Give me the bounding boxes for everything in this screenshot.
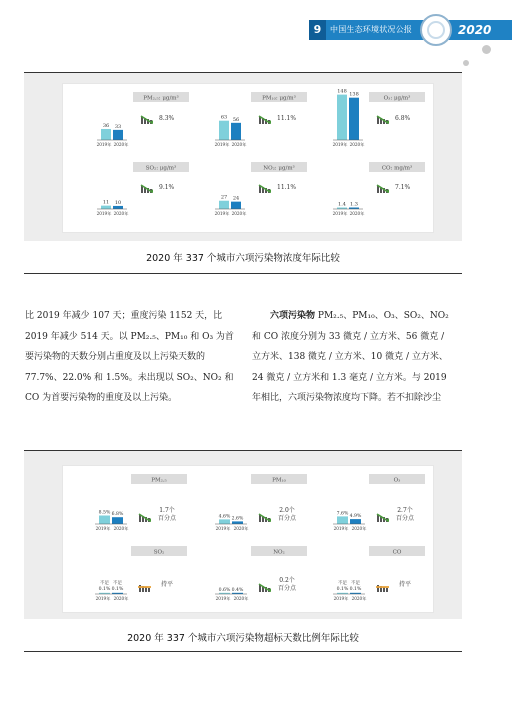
trend-icon-bar <box>259 515 261 522</box>
figure2-caption: 2020 年 337 个城市六项污染物超标天数比例年际比较 <box>127 633 359 644</box>
change-value: 6.8% <box>395 115 411 122</box>
down-trend-icon <box>141 185 153 193</box>
bar <box>219 121 229 140</box>
pollutant-chart <box>215 92 307 148</box>
pollutant-chart <box>333 474 425 532</box>
figure-concentration <box>24 72 462 274</box>
down-trend-icon <box>259 185 271 193</box>
exceedance-charts <box>63 466 433 612</box>
x-tick-label: 2019年 <box>96 211 112 216</box>
text-line: 2019 年减少 514 天。以 PM₂.₅、PM₁₀ 和 O₃ 为首 <box>25 331 234 342</box>
down-trend-icon <box>259 116 271 124</box>
bar <box>113 206 123 209</box>
pollutant-chart <box>97 92 189 148</box>
x-tick-label: 2019年 <box>333 526 349 531</box>
text-line: 要污染物的天数分别占重度及以上污染天数的 <box>25 352 206 362</box>
trend-icon-bar <box>259 117 261 124</box>
bar-value-label: 0.4% <box>231 587 244 593</box>
trend-icon-bar <box>139 585 141 592</box>
x-tick-label: 2019年 <box>332 142 348 147</box>
bar-value-label: 不足 <box>350 580 361 586</box>
x-tick-label: 2019年 <box>214 211 230 216</box>
figure-panel <box>62 83 434 233</box>
x-tick-label: 2020年 <box>113 526 129 531</box>
chart-unit-label: O₃: μg/m³ <box>383 95 411 102</box>
x-tick-label: 2020年 <box>349 142 365 147</box>
down-trend-icon <box>141 116 153 124</box>
x-tick-label: 2020年 <box>113 211 129 216</box>
text-line: 和 CO 浓度分别为 33 微克 / 立方米、56 微克 / <box>252 331 445 342</box>
bar <box>219 201 229 209</box>
bar <box>219 519 230 524</box>
bar-value-label: 24 <box>232 195 240 202</box>
change-value: 持平 <box>161 581 174 588</box>
bar-value-label: 11 <box>102 199 110 206</box>
bar-value-label: 不足 <box>99 580 110 586</box>
pollutant-chart <box>215 162 307 217</box>
chart-unit-label: SO₂: μg/m³ <box>145 165 177 172</box>
change-unit: 百分点 <box>277 585 297 592</box>
trend-icon-bar <box>148 588 150 592</box>
down-trend-icon <box>259 584 271 592</box>
report-year: 2020 <box>458 23 492 37</box>
trend-icon-bar <box>377 585 379 592</box>
bar-value-label: 148 <box>337 88 347 95</box>
trend-icon-bar <box>141 186 143 193</box>
x-tick-label: 2019年 <box>333 596 349 601</box>
bar <box>337 95 347 140</box>
bar-value-label: 36 <box>102 122 110 129</box>
pollutant-chart <box>95 474 187 532</box>
text-line: 立方米、138 微克 / 立方米、10 微克 / 立方米、 <box>252 352 448 362</box>
bar-value-label: 7.6% <box>336 511 349 517</box>
x-tick-label: 2020年 <box>233 596 249 601</box>
change-value: 0.2个 <box>279 577 295 584</box>
figure-panel <box>62 465 434 613</box>
left-paragraph <box>25 306 239 409</box>
bar-value-label: 不足 <box>337 580 348 586</box>
bar-value-label: 0.1% <box>111 586 124 592</box>
change-value: 8.3% <box>159 115 175 122</box>
bar-value-label: 0.1% <box>349 586 362 592</box>
trend-icon-bar <box>259 186 261 193</box>
chart-label: O₃ <box>393 477 401 484</box>
trend-icon-bar <box>141 117 143 124</box>
x-tick-label: 2019年 <box>332 211 348 216</box>
bar <box>349 98 359 140</box>
pollutant-list: PM₂.₅、PM₁₀、O₃、SO₂、NO₂ <box>317 311 449 321</box>
change-unit: 百分点 <box>157 515 177 522</box>
right-paragraph <box>252 306 466 409</box>
change-value: 7.1% <box>395 184 411 191</box>
trend-icon-bar <box>259 585 261 592</box>
change-unit: 百分点 <box>395 515 415 522</box>
down-trend-icon <box>139 514 151 522</box>
decor-dot-icon <box>463 60 469 66</box>
trend-icon-bar <box>386 588 388 592</box>
chart-label: PM₁₀ <box>272 477 286 484</box>
bar-value-label: 1.4 <box>338 201 346 208</box>
x-tick-label: 2019年 <box>214 142 230 147</box>
x-tick-label: 2020年 <box>113 596 129 601</box>
down-trend-icon <box>377 116 389 124</box>
x-tick-label: 2019年 <box>96 142 112 147</box>
x-tick-label: 2020年 <box>349 211 365 216</box>
change-value: 1.7个 <box>159 507 175 514</box>
bar-value-label: 0.1% <box>336 586 349 592</box>
bar-value-label: 4.6% <box>218 514 231 520</box>
pollutant-chart <box>215 546 307 602</box>
bar <box>101 129 111 140</box>
chart-label: NO₂ <box>273 549 285 556</box>
flat-trend-icon <box>138 585 151 592</box>
text-line: 24 微克 / 立方米和 1.3 毫克 / 立方米。与 2019 <box>252 372 447 383</box>
pollutant-chart <box>333 546 425 602</box>
flat-trend-icon <box>376 585 389 592</box>
bar <box>232 521 243 524</box>
change-value: 持平 <box>399 581 412 588</box>
chart-label: CO <box>392 549 402 556</box>
bar-value-label: 10 <box>114 199 122 206</box>
pollutant-chart <box>215 474 307 532</box>
chart-unit-label: NO₂: μg/m³ <box>263 165 295 172</box>
concentration-charts <box>63 84 433 232</box>
bar-value-label: 1.3 <box>350 201 358 208</box>
bar-value-label: 56 <box>232 116 240 123</box>
pollutant-chart <box>95 546 187 602</box>
text-line: 比 2019 年减少 107 天；重度污染 1152 天，比 <box>25 311 223 321</box>
bar-value-label: 8.5% <box>98 510 111 516</box>
page-number: 9 <box>309 20 326 40</box>
chart-label: SO₂ <box>153 549 165 556</box>
x-tick-label: 2019年 <box>95 596 111 601</box>
down-trend-icon <box>377 185 389 193</box>
bar-value-label: 2.6% <box>231 516 244 522</box>
figure1-caption: 2020 年 337 个城市六项污染物浓度年际比较 <box>146 253 340 264</box>
change-value: 2.7个 <box>397 507 413 514</box>
change-value: 9.1% <box>159 184 175 191</box>
bar-value-label: 138 <box>349 91 359 98</box>
x-tick-label: 2020年 <box>231 211 247 216</box>
trend-icon-bar <box>377 515 379 522</box>
decor-dot-icon <box>482 45 491 54</box>
x-tick-label: 2020年 <box>231 142 247 147</box>
bar-value-label: 33 <box>114 123 122 130</box>
bar <box>231 202 241 209</box>
bar <box>337 516 348 524</box>
pollutant-chart <box>97 162 189 217</box>
pollutant-chart <box>333 162 425 217</box>
bar <box>112 517 123 524</box>
bar-value-label: 0.1% <box>98 586 111 592</box>
change-value: 2.0个 <box>279 507 295 514</box>
bar <box>231 123 241 140</box>
x-tick-label: 2019年 <box>215 526 231 531</box>
text-line: 77.7%、22.0% 和 1.5%。未出现以 SO₂、NO₂ 和 <box>25 372 234 383</box>
change-value: 11.1% <box>277 115 297 122</box>
circle-emblem-icon <box>420 14 452 46</box>
down-trend-icon <box>377 514 389 522</box>
figure-exceedance <box>24 450 462 652</box>
text-line: 年相比，六项污染物浓度均下降。若不扣除沙尘 <box>252 393 442 403</box>
bar-value-label: 27 <box>220 194 228 201</box>
x-tick-label: 2020年 <box>113 142 129 147</box>
chart-unit-label: CO: mg/m³ <box>381 165 413 172</box>
change-value: 11.1% <box>277 184 297 191</box>
bar-value-label: 4.9% <box>349 514 362 520</box>
bar <box>99 516 110 525</box>
chart-unit-label: PM₂.₅: μg/m³ <box>143 95 179 102</box>
bar <box>350 519 361 524</box>
text-line <box>252 306 466 327</box>
trend-icon-bar <box>377 117 379 124</box>
change-unit: 百分点 <box>277 515 297 522</box>
bar-value-label: 6.8% <box>111 512 124 518</box>
x-tick-label: 2019年 <box>215 596 231 601</box>
bar <box>113 130 123 140</box>
text-line: CO 为首要污染物的重度及以上污染。 <box>25 393 178 403</box>
x-tick-label: 2020年 <box>351 596 367 601</box>
bar-value-label: 0.6% <box>218 587 231 593</box>
x-tick-label: 2019年 <box>95 526 111 531</box>
report-title: 中国生态环境状况公报 <box>330 25 412 34</box>
bar <box>101 206 111 209</box>
down-trend-icon <box>259 514 271 522</box>
pollutant-chart <box>333 89 425 148</box>
bar-value-label: 63 <box>220 114 228 121</box>
bar-value-label: 不足 <box>112 580 123 586</box>
x-tick-label: 2020年 <box>351 526 367 531</box>
x-tick-label: 2020年 <box>233 526 249 531</box>
chart-unit-label: PM₁₀: μg/m³ <box>262 95 296 102</box>
trend-icon-bar <box>377 186 379 193</box>
chart-label: PM₂.₅ <box>151 477 167 484</box>
trend-icon-bar <box>139 515 141 522</box>
section-keyword: 六项污染物 <box>270 311 316 321</box>
